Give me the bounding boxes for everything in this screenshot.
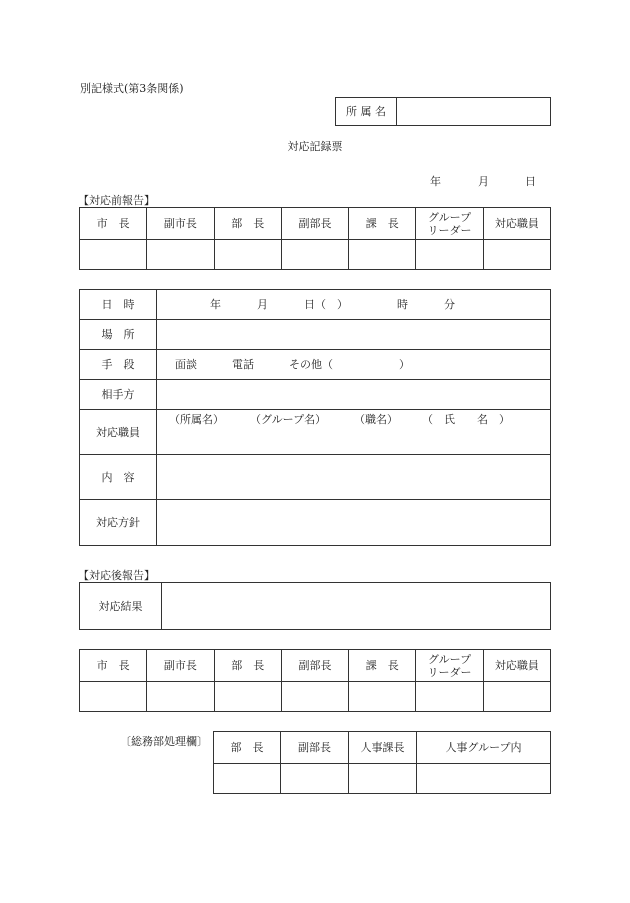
- counterpart-label: 相手方: [80, 380, 157, 410]
- content-field[interactable]: [157, 455, 551, 500]
- form-reference: 別記様式(第3条関係): [80, 82, 184, 95]
- approval-seal-cell[interactable]: [80, 240, 147, 270]
- approval-seal-cell[interactable]: [147, 682, 214, 712]
- place-label: 場 所: [80, 320, 157, 350]
- ga-header-deputy-director: 副部長: [281, 732, 349, 764]
- approval-header-deputy-director: 副部長: [281, 650, 348, 682]
- general-affairs-heading: 〔総務部処理欄〕: [120, 735, 208, 748]
- staff-post: （職名）: [354, 413, 398, 426]
- date-year: 年: [430, 175, 441, 188]
- staff-label: 対応職員: [80, 410, 157, 455]
- staff-name: （ 氏 名 ）: [422, 413, 510, 426]
- means-option-phone[interactable]: 電話: [232, 358, 254, 371]
- counterpart-field[interactable]: [157, 380, 551, 410]
- ga-seal-cell[interactable]: [349, 764, 417, 794]
- approval-seal-cell[interactable]: [483, 682, 550, 712]
- approval-seal-cell[interactable]: [147, 240, 214, 270]
- approval-seal-cell[interactable]: [80, 682, 147, 712]
- document-title-text: 対応記録票: [287, 140, 343, 153]
- staff-dept: （所属名）: [169, 413, 224, 426]
- affiliation-label: 所 属 名: [336, 98, 397, 126]
- datetime-minute: 分: [444, 298, 455, 311]
- approval-seal-cell[interactable]: [349, 682, 416, 712]
- means-field[interactable]: [157, 350, 551, 380]
- approval-seal-cell[interactable]: [281, 682, 348, 712]
- approval-header-mayor: 市 長: [80, 208, 147, 240]
- after-report-approval-table: [79, 649, 551, 712]
- approval-header-director: 部 長: [214, 650, 281, 682]
- approval-header-group-leader: グループ リーダー: [416, 208, 483, 240]
- ga-header-hr-chief: 人事課長: [349, 732, 417, 764]
- ga-seal-cell[interactable]: [281, 764, 349, 794]
- approval-header-mayor: 市 長: [80, 650, 147, 682]
- ga-header-director: 部 長: [214, 732, 281, 764]
- datetime-day: 日（ ）: [304, 298, 348, 311]
- approval-seal-cell[interactable]: [349, 240, 416, 270]
- place-field[interactable]: [157, 320, 551, 350]
- approval-header-director: 部 長: [214, 208, 281, 240]
- policy-field[interactable]: [157, 500, 551, 546]
- approval-seal-cell[interactable]: [214, 682, 281, 712]
- policy-label: 対応方針: [80, 500, 157, 546]
- datetime-field[interactable]: [157, 290, 551, 320]
- ga-seal-cell[interactable]: [214, 764, 281, 794]
- affiliation-input[interactable]: [397, 98, 551, 126]
- approval-header-section-chief: 課 長: [349, 650, 416, 682]
- approval-header-staff: 対応職員: [483, 650, 550, 682]
- approval-seal-cell[interactable]: [281, 240, 348, 270]
- approval-header-staff: 対応職員: [483, 208, 550, 240]
- approval-seal-cell[interactable]: [416, 240, 483, 270]
- date-day: 日: [525, 175, 536, 188]
- datetime-month: 月: [257, 298, 268, 311]
- staff-field[interactable]: [157, 410, 551, 455]
- means-option-other[interactable]: その他（ ）: [289, 358, 410, 371]
- details-table: [79, 289, 551, 546]
- staff-group: （グループ名）: [250, 413, 327, 426]
- means-label: 手 段: [80, 350, 157, 380]
- approval-seal-cell[interactable]: [214, 240, 281, 270]
- content-label: 内 容: [80, 455, 157, 500]
- approval-header-deputy-mayor: 副市長: [147, 650, 214, 682]
- approval-header-deputy-mayor: 副市長: [147, 208, 214, 240]
- ga-seal-cell[interactable]: [417, 764, 551, 794]
- document-title: [0, 138, 630, 154]
- before-report-approval-table: [79, 207, 551, 270]
- datetime-year: 年: [210, 298, 221, 311]
- ga-header-hr-group: 人事グループ内: [417, 732, 551, 764]
- approval-seal-cell[interactable]: [483, 240, 550, 270]
- approval-header-section-chief: 課 長: [349, 208, 416, 240]
- result-table: [79, 582, 551, 630]
- approval-header-deputy-director: 副部長: [281, 208, 348, 240]
- general-affairs-table: [213, 731, 551, 794]
- affiliation-box: [335, 97, 551, 126]
- means-option-meeting[interactable]: 面談: [175, 358, 197, 371]
- datetime-label: 日 時: [80, 290, 157, 320]
- date-month: 月: [478, 175, 489, 188]
- after-report-heading: 【対応後報告】: [78, 569, 155, 582]
- approval-header-group-leader: グループ リーダー: [416, 650, 483, 682]
- result-field[interactable]: [162, 583, 551, 630]
- datetime-hour: 時: [397, 298, 408, 311]
- before-report-heading: 【対応前報告】: [78, 194, 155, 207]
- approval-seal-cell[interactable]: [416, 682, 483, 712]
- result-label: 対応結果: [80, 583, 162, 630]
